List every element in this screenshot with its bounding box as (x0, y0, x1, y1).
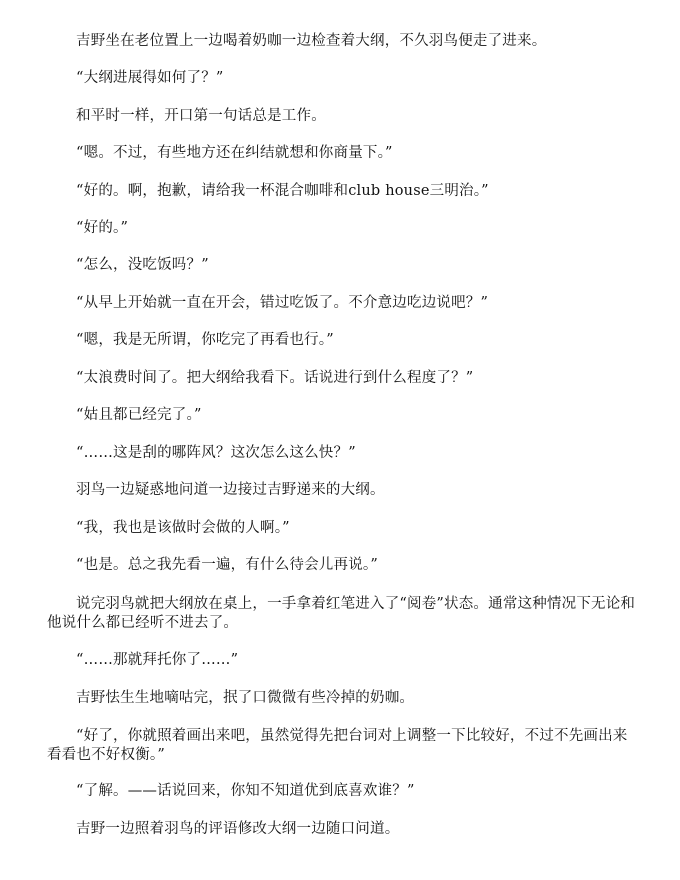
paragraph-6: “好的。” (76, 220, 129, 236)
paragraph-17: “……那就拜托你了……” (76, 652, 239, 668)
paragraph-1: 吉野坐在老位置上一边喝着奶咖一边检查着大纲，不久羽鸟便走了进来。 (76, 33, 547, 49)
paragraph-4: “嗯。不过，有些地方还在纠结就想和你商量下。” (76, 145, 393, 161)
paragraph-14: “我，我也是该做时会做的人啊。” (76, 520, 290, 536)
paragraph-13: 羽鸟一边疑惑地问道一边接过吉野递来的大纲。 (76, 482, 385, 498)
paragraph-2: “大纲进展得如何了？” (76, 70, 224, 86)
paragraph-19: “好了，你就照着画出来吧，虽然觉得先把台词对上调整一下比较好，不过不先画出来看看也不好权衡。” (47, 728, 628, 763)
paragraph-3: 和平时一样，开口第一句话总是工作。 (76, 108, 326, 124)
paragraph-9: “嗯，我是无所谓，你吃完了再看也行。” (76, 332, 334, 348)
paragraph-16: 说完羽鸟就把大纲放在桌上，一手拿着红笔进入了“阅卷”状态。通常这种情况下无论和他说什么都已经听不进去了。 (47, 596, 636, 631)
paragraph-20: “了解。——话说回来，你知不知道优到底喜欢谁？” (76, 783, 415, 799)
paragraph-15: “也是。总之我先看一遍，有什么待会儿再说。” (76, 557, 378, 573)
paragraph-12: “……这是刮的哪阵风？这次怎么这么快？” (76, 445, 356, 461)
paragraph-8: “从早上开始就一直在开会，错过吃饭了。不介意边吃边说吧？” (76, 295, 489, 311)
paragraph-18: 吉野怯生生地嘀咕完，抿了口微微有些冷掉的奶咖。 (76, 690, 415, 706)
paragraph-21: 吉野一边照着羽鸟的评语修改大纲一边随口问道。 (76, 821, 400, 837)
paragraph-10: “太浪费时间了。把大纲给我看下。话说进行到什么程度了？” (76, 370, 474, 386)
paragraph-7: “怎么，没吃饭吗？” (76, 257, 209, 273)
paragraph-11: “姑且都已经完了。” (76, 407, 202, 423)
paragraph-5: “好的。啊，抱歉，请给我一杯混合咖啡和club house三明治。” (76, 183, 489, 199)
